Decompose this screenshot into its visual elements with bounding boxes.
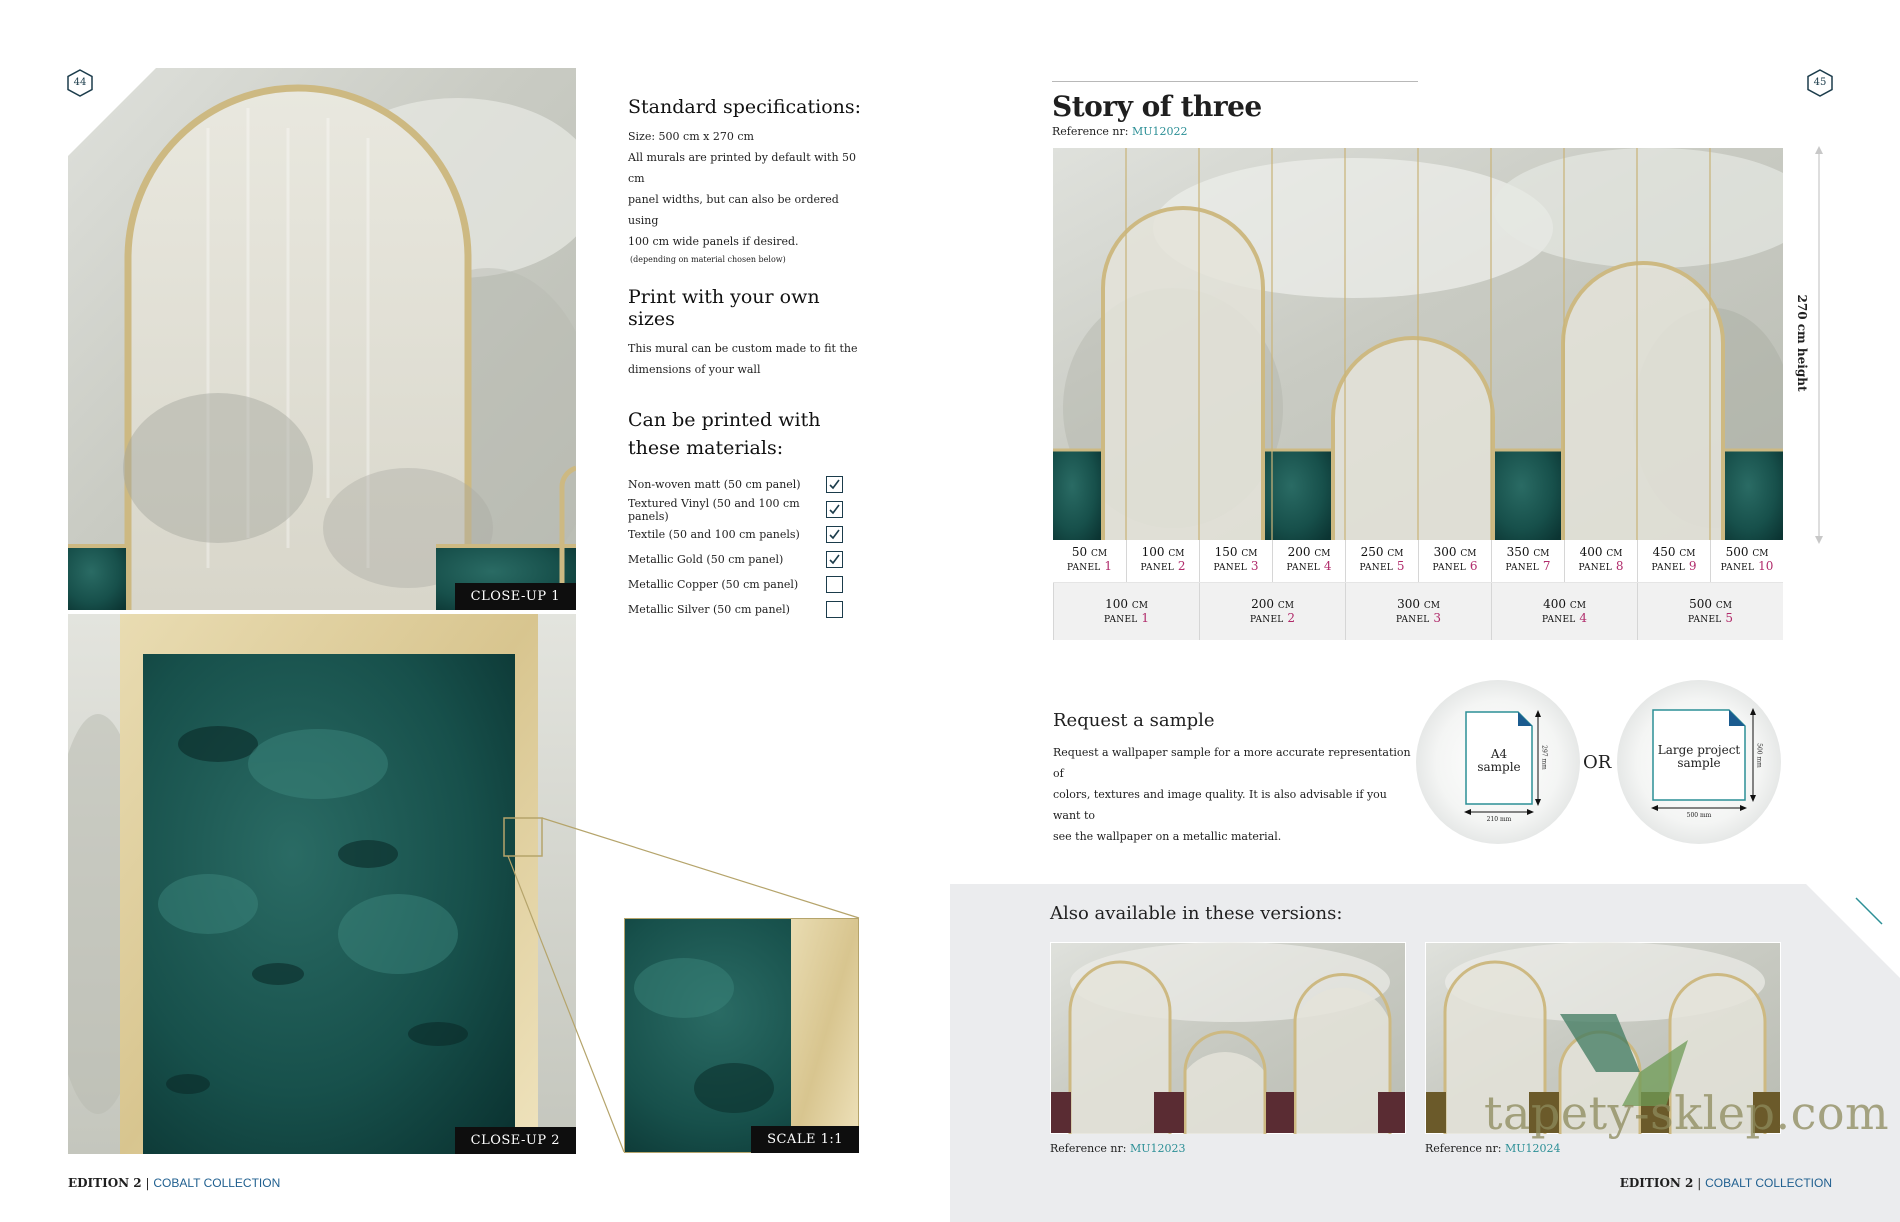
panel-cell [1564, 540, 1637, 582]
panel-cell [1053, 583, 1199, 640]
footer-separator: | [141, 1176, 154, 1190]
panel-size: 400 [1579, 545, 1603, 559]
watermark-text: tapety-sklep.com [1484, 1086, 1890, 1140]
specs-desc-line: panel widths, but can also be ordered using [628, 193, 839, 227]
large-sample-option[interactable] [1617, 680, 1781, 844]
mural-preview [1053, 148, 1783, 540]
sample-desc-line: Request a wallpaper sample for a more accurate representation of [1053, 746, 1411, 780]
panel-word: PANEL [1432, 563, 1467, 573]
panel-unit: CM [1241, 549, 1258, 559]
accent-slash [1852, 894, 1888, 930]
panel-word: PANEL [1687, 615, 1722, 625]
material-row [628, 472, 868, 497]
panel-unit: CM [1533, 549, 1550, 559]
panel-size: 200 [1287, 545, 1311, 559]
panel-cell [1345, 583, 1491, 640]
closeup-1-label: CLOSE-UP 1 [455, 583, 576, 610]
panel-cell [1345, 540, 1418, 582]
panel-cell [1491, 540, 1564, 582]
checkmark-icon [828, 478, 841, 491]
panel-word: PANEL [1286, 563, 1321, 573]
scale-detail-image [624, 918, 859, 1153]
version-1-image[interactable] [1050, 942, 1406, 1134]
custom-size-line: dimensions of your wall [628, 363, 761, 376]
closeup-2-label: CLOSE-UP 2 [455, 1127, 576, 1154]
versions-title: Also available in these versions: [1050, 903, 1343, 924]
panel-word: PANEL [1505, 563, 1540, 573]
panel-word: PANEL [1249, 615, 1284, 625]
sample-title: Request a sample [1053, 710, 1215, 731]
material-row [628, 597, 868, 622]
page-number-badge [1806, 69, 1834, 97]
panel-word: PANEL [1213, 563, 1248, 573]
footer-edition: EDITION 2 [68, 1176, 142, 1190]
material-checkbox[interactable] [826, 501, 843, 518]
panel-unit: CM [1387, 549, 1404, 559]
footer-edition: EDITION 2 [1619, 1176, 1694, 1190]
panel-unit: CM [1423, 601, 1440, 611]
specs-note: (depending on material chosen below) [630, 255, 786, 264]
panel-word: PANEL [1541, 615, 1576, 625]
a4-sample-label [1466, 748, 1532, 774]
panel-number: 3 [1433, 611, 1442, 625]
reference-label: Reference nr: [1050, 1142, 1130, 1155]
a4-sample-label-line: sample [1477, 760, 1521, 774]
panel-cell [1053, 540, 1126, 582]
panel-unit: CM [1091, 549, 1108, 559]
panel-cell [1418, 540, 1491, 582]
reference-label: Reference nr: [1425, 1142, 1505, 1155]
panel-size: 500 [1725, 545, 1749, 559]
panel-unit: CM [1715, 601, 1732, 611]
panel-number: 6 [1469, 559, 1478, 573]
a4-sample-label-line: A4 [1490, 747, 1508, 761]
sample-desc-line: see the wallpaper on a metallic material. [1053, 830, 1282, 843]
material-name: Non-woven matt (50 cm panel) [628, 478, 801, 491]
large-width-label: 500 mm [1686, 812, 1712, 819]
or-separator: OR [1583, 752, 1612, 773]
specifications-section [628, 96, 868, 622]
panel-unit: CM [1277, 601, 1294, 611]
panel-word: PANEL [1395, 615, 1430, 625]
left-footer [68, 1176, 280, 1190]
panel-number: 2 [1177, 559, 1186, 573]
material-checkbox[interactable] [826, 476, 843, 493]
material-checkbox[interactable] [826, 526, 843, 543]
checkmark-icon [828, 553, 841, 566]
a4-width-label: 210 mm [1486, 816, 1512, 823]
material-row [628, 572, 868, 597]
material-name: Textured Vinyl (50 and 100 cm panels) [628, 496, 800, 523]
panel-unit: CM [1314, 549, 1331, 559]
large-sample-label-line: Large project [1657, 743, 1741, 757]
panel-word: PANEL [1359, 563, 1394, 573]
panel-size: 300 [1397, 597, 1420, 611]
page-number: 44 [73, 77, 87, 88]
panel-unit: CM [1752, 549, 1769, 559]
panel-number: 3 [1250, 559, 1259, 573]
panel-number: 5 [1396, 559, 1405, 573]
panel-unit: CM [1569, 601, 1586, 611]
sample-description [1053, 742, 1413, 847]
footer-collection: COBALT COLLECTION [153, 1176, 281, 1190]
material-row [628, 522, 868, 547]
height-label: 270 cm height [1795, 294, 1809, 392]
panel-size: 500 [1689, 597, 1712, 611]
panel-number: 4 [1579, 611, 1588, 625]
right-footer [1620, 1176, 1832, 1190]
version-2-reference [1425, 1142, 1560, 1155]
panel-unit: CM [1679, 549, 1696, 559]
specs-desc-line: All murals are printed by default with 50 cm [628, 151, 857, 185]
custom-size-title: Print with your own sizes [628, 286, 820, 330]
panel-unit: CM [1606, 549, 1623, 559]
checkmark-icon [828, 528, 841, 541]
panel-size: 100 [1141, 545, 1165, 559]
reference-code: MU12023 [1129, 1142, 1186, 1155]
panel-word: PANEL [1140, 563, 1175, 573]
reference-code: MU12022 [1131, 125, 1188, 138]
material-checkbox[interactable] [826, 551, 843, 568]
title-rule [1052, 81, 1418, 82]
footer-separator: | [1693, 1176, 1706, 1190]
panel-cell [1710, 540, 1783, 582]
reference-code: MU12024 [1504, 1142, 1561, 1155]
panel-cell [1491, 583, 1637, 640]
panel-word: PANEL [1103, 615, 1138, 625]
specs-title: Standard specifications: [628, 96, 862, 118]
product-title: Story of three [1052, 90, 1262, 123]
checkmark-icon [828, 503, 841, 516]
panel-number: 5 [1725, 611, 1734, 625]
panel-cell [1199, 540, 1272, 582]
panel-size: 350 [1506, 545, 1530, 559]
a4-height-label: 297 mm [1540, 745, 1548, 770]
custom-size-line: This mural can be custom made to fit the [628, 342, 858, 355]
material-name: Metallic Gold (50 cm panel) [628, 553, 784, 566]
panel-word: PANEL [1651, 563, 1686, 573]
materials-title [628, 406, 868, 462]
panel-unit: CM [1168, 549, 1185, 559]
panel-word: PANEL [1066, 563, 1101, 573]
material-name: Metallic Silver (50 cm panel) [628, 603, 790, 616]
large-sample-label [1653, 744, 1745, 770]
panel-number: 9 [1688, 559, 1697, 573]
page-number: 45 [1813, 77, 1827, 88]
materials-list [628, 472, 868, 622]
panel-unit: CM [1131, 601, 1148, 611]
panel-cell [1637, 583, 1783, 640]
material-row [628, 497, 868, 522]
panel-number: 1 [1141, 611, 1150, 625]
panel-size: 150 [1214, 545, 1238, 559]
panel-size: 100 [1105, 597, 1128, 611]
panel-size: 200 [1251, 597, 1274, 611]
material-checkbox[interactable] [826, 601, 843, 618]
materials-title-line: these materials: [628, 437, 784, 459]
panel-number: 10 [1758, 559, 1774, 573]
large-sample-label-line: sample [1677, 756, 1721, 770]
panel-size: 400 [1543, 597, 1566, 611]
height-arrow [1812, 146, 1826, 544]
sample-desc-line: colors, textures and image quality. It is also advisable if you want to [1053, 788, 1387, 822]
panel-word: PANEL [1578, 563, 1613, 573]
panel-size: 50 [1071, 545, 1088, 559]
footer-collection: COBALT COLLECTION [1705, 1176, 1832, 1190]
material-row [628, 547, 868, 572]
panel-number: 1 [1104, 559, 1113, 573]
reference-label: Reference nr: [1052, 125, 1132, 138]
panel-cell [1272, 540, 1345, 582]
version-1-reference [1050, 1142, 1185, 1155]
panel-table [1053, 540, 1783, 640]
large-height-label: 500 mm [1755, 743, 1763, 768]
scale-label: SCALE 1:1 [751, 1126, 859, 1153]
material-name: Textile (50 and 100 cm panels) [628, 528, 800, 541]
panel-number: 8 [1615, 559, 1624, 573]
materials-title-line: Can be printed with [628, 409, 821, 431]
panel-size: 450 [1652, 545, 1676, 559]
panel-size: 300 [1433, 545, 1457, 559]
specs-size: Size: 500 cm x 270 cm [628, 130, 754, 143]
panel-cell [1199, 583, 1345, 640]
material-checkbox[interactable] [826, 576, 843, 593]
a4-sample-option[interactable] [1416, 680, 1580, 844]
panel-size: 250 [1360, 545, 1384, 559]
panel-unit: CM [1460, 549, 1477, 559]
panel-number: 4 [1323, 559, 1332, 573]
product-reference [1052, 125, 1187, 138]
panel-number: 2 [1287, 611, 1296, 625]
panel-word: PANEL [1720, 563, 1755, 573]
material-name: Metallic Copper (50 cm panel) [628, 578, 799, 591]
panel-number: 7 [1542, 559, 1551, 573]
specs-desc-line: 100 cm wide panels if desired. [628, 235, 799, 248]
panel-cell [1126, 540, 1199, 582]
panel-cell [1637, 540, 1710, 582]
